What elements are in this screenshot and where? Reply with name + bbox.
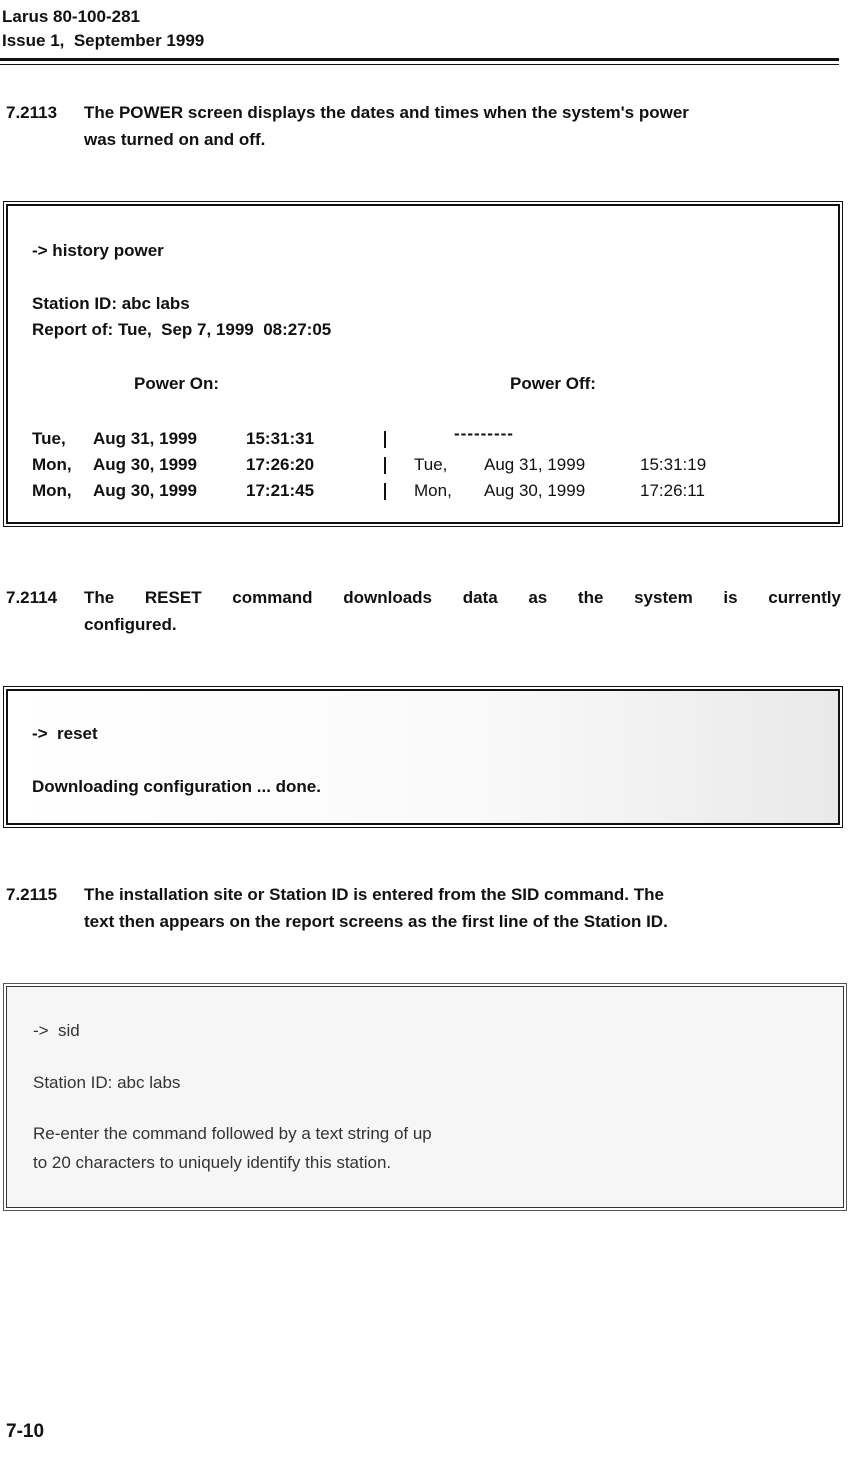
paragraph-7-2114 [6, 584, 841, 638]
page-number: 7-10 [6, 1421, 45, 1442]
column-separator [384, 431, 386, 448]
paragraph-number: 7.2113 [6, 103, 58, 122]
on-day: Tue, [32, 429, 66, 448]
paragraph-text: The RESET command downloads data as the system is currently [84, 588, 841, 607]
sid-help-line-2: to 20 characters to uniquely identify this station. [33, 1153, 392, 1172]
power-station-id: Station ID: abc labs [32, 294, 190, 313]
off-time: 15:31:19 [640, 455, 707, 474]
issue-date: Issue 1, September 1999 [2, 31, 205, 50]
power-off-header: Power Off: [510, 374, 596, 393]
reset-screen-box [6, 689, 840, 825]
off-time: 17:26:11 [640, 481, 705, 500]
paragraph-text-cont: was turned on and off. [84, 130, 266, 149]
on-day: Mon, [32, 455, 72, 474]
report-label: Report of: [32, 320, 114, 339]
sid-help-line-1: Re-enter the command followed by a text string of up [33, 1124, 432, 1143]
power-command: -> history power [32, 241, 164, 260]
paragraph-text-cont: configured. [84, 615, 177, 634]
page-header [2, 5, 204, 53]
off-day: Tue, [414, 455, 448, 474]
paragraph-text: The POWER screen displays the dates and times when the system's power [84, 103, 689, 122]
paragraph-number: 7.2114 [6, 588, 58, 607]
power-screen-box [6, 204, 840, 524]
report-value: Tue, Sep 7, 1999 08:27:05 [118, 320, 332, 339]
off-date: Aug 30, 1999 [484, 481, 586, 500]
doc-number: Larus 80-100-281 [2, 7, 140, 26]
paragraph-text-cont: text then appears on the report screens as the first line of the Station ID. [84, 912, 668, 931]
on-date: Aug 30, 1999 [93, 481, 197, 500]
off-day: Mon, [414, 481, 452, 500]
paragraph-7-2113 [6, 99, 841, 153]
off-date: Aug 31, 1999 [484, 455, 586, 474]
paragraph-7-2115 [6, 881, 841, 935]
paragraph-number: 7.2115 [6, 885, 58, 904]
sid-command: -> sid [33, 1021, 80, 1040]
off-date: --------- [454, 424, 514, 443]
sid-station-id: Station ID: abc labs [33, 1073, 181, 1092]
on-time: 17:26:20 [246, 455, 315, 474]
reset-command: -> reset [32, 724, 98, 743]
paragraph-text: The installation site or Station ID is entered from the SID command. The [84, 885, 664, 904]
on-time: 17:21:45 [246, 481, 315, 500]
header-rule [0, 58, 839, 61]
on-day: Mon, [32, 481, 72, 500]
header-rule-thin [0, 64, 839, 65]
column-separator [384, 483, 386, 500]
on-date: Aug 30, 1999 [93, 455, 197, 474]
power-on-header: Power On: [134, 374, 220, 393]
sid-screen-box [6, 986, 844, 1208]
on-date: Aug 31, 1999 [93, 429, 197, 448]
on-time: 15:31:31 [246, 429, 315, 448]
reset-result: Downloading configuration ... done. [32, 777, 321, 796]
column-separator [384, 457, 386, 474]
